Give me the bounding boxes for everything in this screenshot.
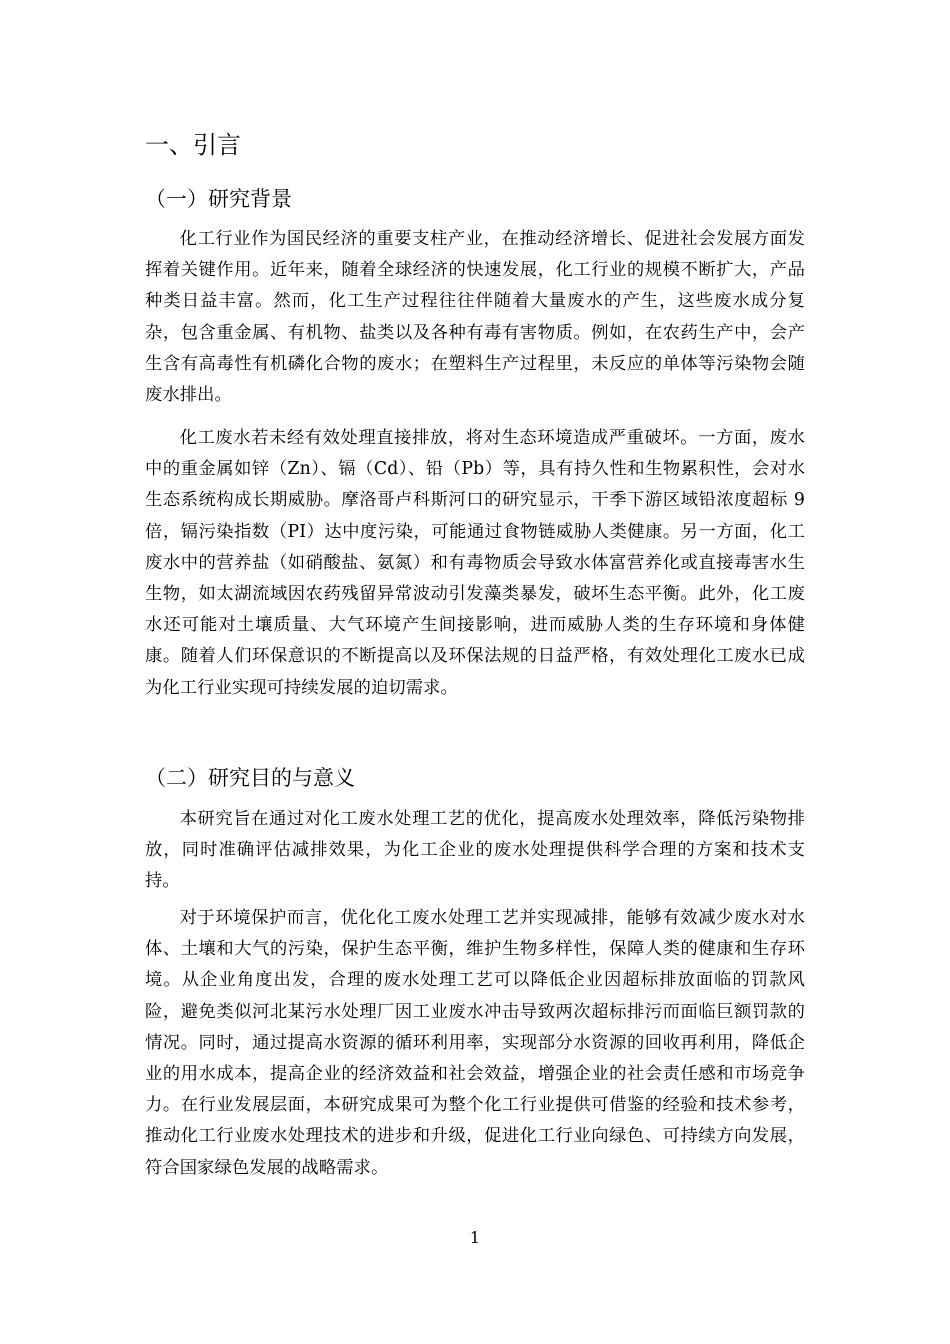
paragraph-purpose-1: 本研究旨在通过对化工废水处理工艺的优化，提高废水处理效率，降低污染物排放，同时准确评估减排效果，为化工企业的废水处理提供科学合理的方案和技术支持。 (145, 809, 805, 892)
paragraph-background-2: 化工废水若未经有效处理直接排放，将对生态环境造成严重破坏。一方面，废水中的重金属如锌（Zn）、镉（Cd）、铅（Pb）等，具有持久性和生物累积性，会对水生态系统构成长期威胁。摩洛哥卢科斯河口的研究显示，干季下游区域铅浓度超标 9 倍，镉污染指数（PI）达中度污染，可能通过食物链威胁人类健康。另一方面，化工废水中的营养盐（如硝酸盐、氨氮）和有毒物质会导致水体富营养化或直接毒害水生生物，如太湖流域因农药残留异常波动引发藻类暴发，破坏生态平衡。此外，化工废水还可能对土壤质量、大气环境产生间接影响，进而威胁人类的生存环境和身体健康。随着人们环保意识的不断提高以及环保法规的日益严格，有效处理化工废水已成为化工行业实现可持续发展的迫切需求。 (145, 428, 805, 698)
subsection-heading-background: （一）研究背景 (145, 187, 292, 211)
paragraph-background-1: 化工行业作为国民经济的重要支柱产业，在推动经济增长、促进社会发展方面发挥着关键作用。近年来，随着全球经济的快速发展，化工行业的规模不断扩大，产品种类日益丰富。然而，化工生产过程往往伴随着大量废水的产生，这些废水成分复杂，包含重金属、有机物、盐类以及各种有毒有害物质。例如，在农药生产中，会产生含有高毒性有机磷化合物的废水；在塑料生产过程里，未反应的单体等污染物会随废水排出。 (145, 229, 805, 406)
page-number: 1 (469, 1228, 481, 1247)
subsection-heading-purpose: （二）研究目的与意义 (145, 766, 355, 790)
section-heading: 一、引言 (145, 131, 241, 159)
paragraph-purpose-2: 对于环境保护而言，优化化工废水处理工艺并实现减排，能够有效减少废水对水体、土壤和大气的污染，保护生态平衡，维护生物多样性，保障人类的健康和生存环境。从企业角度出发，合理的废水处理工艺可以降低企业因超标排放面临的罚款风险，避免类似河北某污水处理厂因工业废水冲击导致两次超标排污而面临巨额罚款的情况。同时，通过提高水资源的循环利用率，实现部分水资源的回收再利用，降低企业的用水成本，提高企业的经济效益和社会效益，增强企业的社会责任感和市场竞争力。在行业发展层面，本研究成果可为整个化工行业提供可借鉴的经验和技术参考，推动化工行业废水处理技术的进步和升级，促进化工行业向绿色、可持续方向发展，符合国家绿色发展的战略需求。 (145, 908, 805, 1178)
